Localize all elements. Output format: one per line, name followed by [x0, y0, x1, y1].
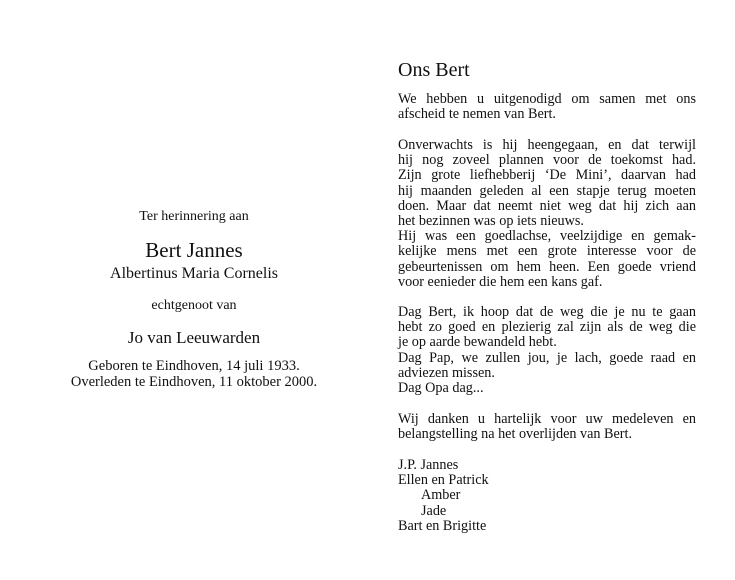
text-line: belangstelling na het overlijden van Bert. — [398, 426, 633, 443]
paragraph-farewell — [398, 305, 696, 396]
text-line: Zijn grote liefhebberij ‘De Mini’, daarvan had — [398, 167, 696, 184]
death-line: Overleden te Eindhoven, 11 oktober 2000. — [70, 374, 318, 390]
text-line: Onverwachts is hij heengegaan, en dat terwijl — [398, 137, 696, 153]
in-memoriam-panel — [20, 0, 368, 580]
deceased-full-name: Albertinus Maria Cornelis — [110, 265, 278, 282]
text-line: hij nog zoveel plannen voor de toekomst had. — [398, 152, 696, 169]
text-line: Dag Opa dag... — [398, 380, 484, 397]
text-line: doen. Maar dat neemt niet weg dat hij zich aan — [398, 197, 696, 214]
remembrance-intro: Ter herinnering aan — [139, 209, 249, 224]
deceased-name: Bert Jannes — [145, 238, 243, 262]
text-line: afscheid te nemen van Bert. — [398, 106, 556, 123]
text-line: hebt zo goed en plezierig zal zijn als de weg die — [398, 319, 696, 336]
paragraph-tribute — [398, 138, 696, 290]
text-line: Hij was een goedlachse, veelzijdige en gemak- — [398, 228, 696, 245]
signature-line: Jade — [421, 502, 447, 519]
text-line: Wij danken u hartelijk voor uw medeleven en — [398, 411, 696, 427]
text-line: het bezinnen was op iets nieuws. — [398, 213, 584, 230]
memorial-title: Ons Bert — [398, 59, 470, 81]
family-signatures — [398, 458, 489, 534]
paragraph-invitation — [398, 92, 696, 122]
text-line: Dag Bert, ik hoop dat de weg die je nu te gaan — [398, 304, 696, 320]
spouse-name: Jo van Leeuwarden — [127, 328, 261, 347]
paragraph-thanks — [398, 412, 696, 442]
text-line: We hebben u uitgenodigd om samen met ons — [398, 91, 696, 107]
signature-line: Bart en Brigitte — [398, 517, 487, 534]
text-line: Dag Pap, we zullen jou, je lach, goede raad en — [398, 349, 696, 366]
text-line: voor eenieder die hem een kans gaf. — [398, 273, 603, 290]
text-line: gebeurtenissen om hem heen. Een goede vriend — [398, 258, 696, 275]
text-line: hij maanden geleden al een stapje terug moeten — [398, 182, 696, 199]
text-line: je op aarde bewandeld hebt. — [398, 334, 557, 351]
signature-line: J.P. Jannes — [398, 457, 459, 473]
text-line: adviezen missen. — [398, 364, 495, 381]
birth-line: Geboren te Eindhoven, 14 juli 1933. — [88, 358, 300, 374]
text-line: kelijke mens met een grote interesse voor de — [398, 243, 696, 260]
signature-line: Ellen en Patrick — [398, 472, 489, 489]
spouse-label: echtgenoot van — [151, 298, 237, 313]
signature-line: Amber — [421, 487, 461, 504]
